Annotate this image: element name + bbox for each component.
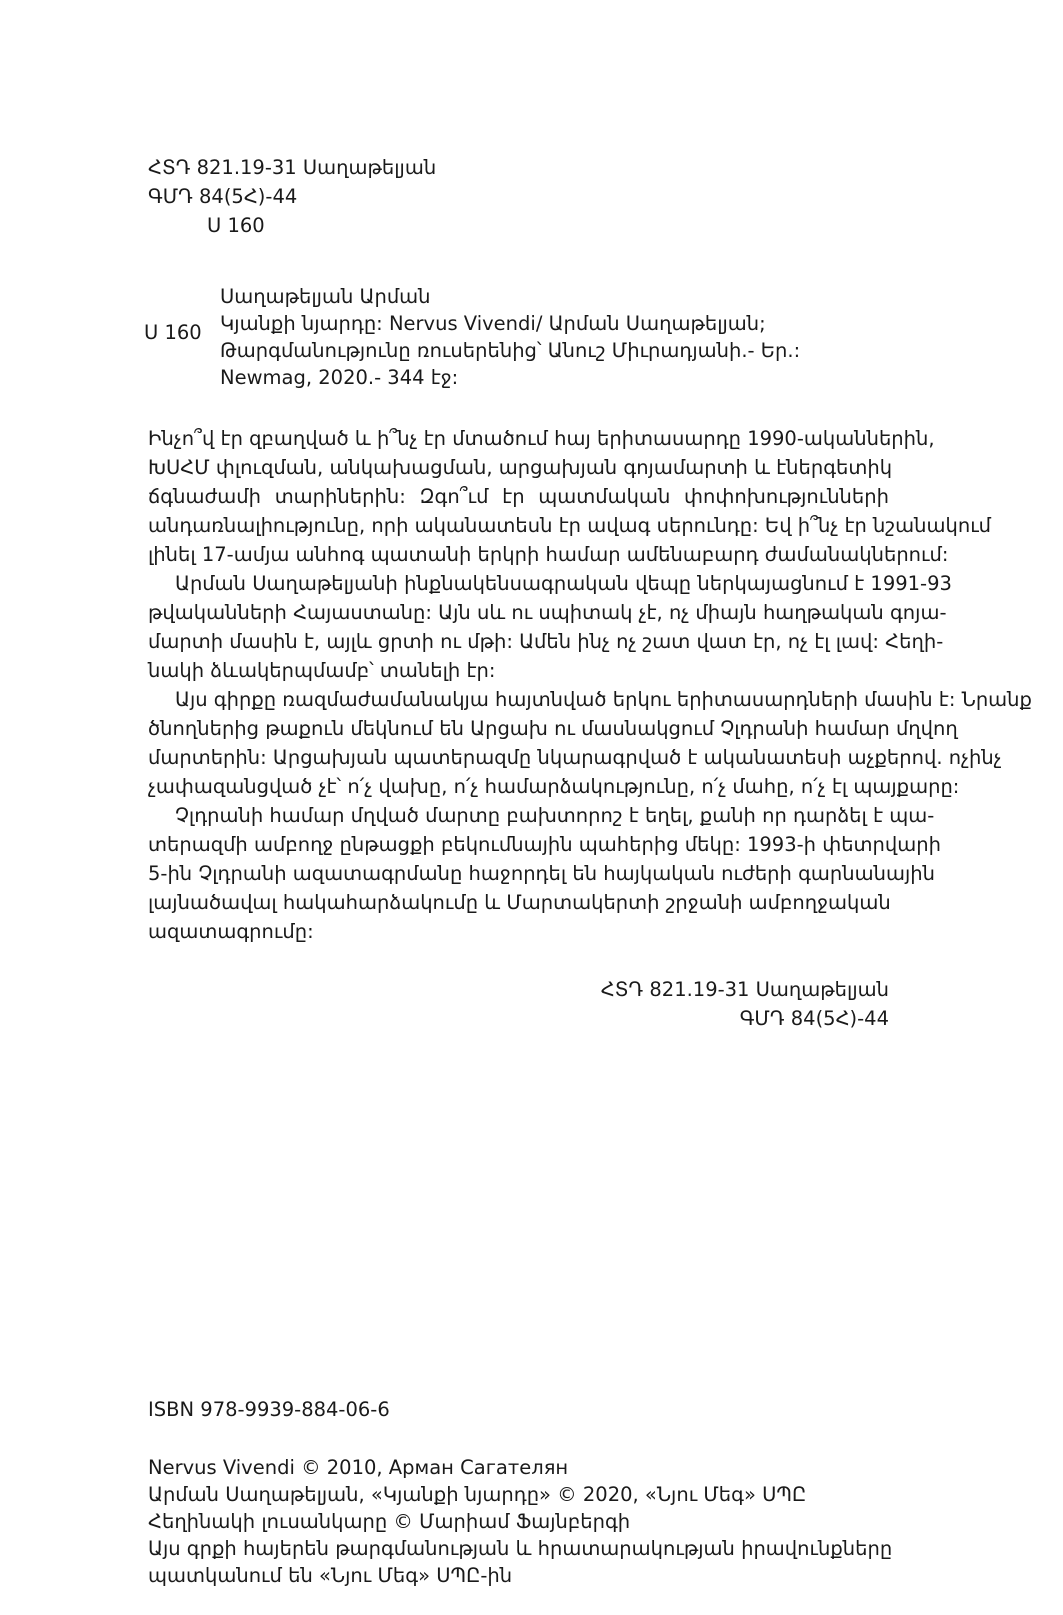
catalog-line: Սաղաթելյան Արման (220, 285, 431, 308)
abstract-line: Չլդրանի համար մղված մարտը բախտորոշ է եղել, քանի որ դարձել է պա- (175, 804, 935, 827)
abstract-line: մարտերին: Արցախյան պատերազմը նկարագրված է ականատեսի աչքերով. ոչինչ (148, 746, 1002, 769)
abstract-line: 5-ին Չլդրանի ազատագրմանը հաջորդել են հայկական ուժերի գարնանային (148, 862, 935, 885)
abstract-line: ծնողներից թաքուն մեկնում են Արցախ ու մասնակցում Չլդրանի համար մղվող (148, 717, 958, 740)
bbk-classification-right: ԳՄԴ 84(5Հ)-44 (739, 1007, 889, 1030)
isbn: ISBN 978-9939-884-06-6 (148, 1398, 390, 1421)
abstract-line: լինել 17-ամյա անհոգ պատանի երկրի համար ամենաբարդ ժամանակներում: (148, 543, 949, 566)
abstract-line: թվականների Հայաստանը: Այն սև ու սպիտակ չէ, ոչ միայն հաղթական գոյա- (148, 601, 947, 624)
catalog-line: Կյանքի նյարդը: Nervus Vivendi/ Արման Սաղաթելյան; (220, 312, 766, 335)
abstract-line: չափազանցված չէ՝ ո՛չ վախը, ո՛չ համարձակությունը, ո՛չ մահը, ո՛չ էլ պայքարը: (148, 775, 960, 798)
catalog-line: Newmag, 2020.- 344 էջ: (220, 366, 459, 389)
abstract-line: Արման Սաղաթելյանի ինքնակենսագրական վեպը ներկայացնում է 1991-93 (175, 572, 952, 595)
abstract-line: նակի ձևակերպմամբ՝ տանելի էր: (148, 659, 496, 682)
copyright-line: Արման Սաղաթելյան, «Կյանքի նյարդը» © 2020, «Նյու Մեգ» ՍՊԸ (148, 1483, 807, 1506)
catalog-line: Թարգմանությունը ռուսերենից՝ Անուշ Միւրադյանի.- Եր.: (220, 339, 801, 362)
abstract-line: Ինչո՞վ էր զբաղված և ի՞նչ էր մտածում հայ երիտասարդը 1990-ականներին, (148, 427, 935, 450)
copyright-line: Nervus Vivendi © 2010, Арман Сагателян (148, 1456, 569, 1479)
copyright-line: Հեղինակի լուսանկարը © Մարիամ Ֆայնբերգի (148, 1510, 631, 1533)
abstract-line: անդառնալիությունը, որի ականատեսն էր ավագ սերունդը: Եվ ի՞նչ էր նշանակում (148, 514, 992, 537)
bbk-classification: ԳՄԴ 84(5Հ)-44 (148, 185, 298, 208)
author-mark: Ս 160 (207, 214, 265, 237)
abstract-line: ԽՍՀՄ փլուզման, անկախացման, արցախյան գոյամարտի և էներգետիկ (148, 456, 893, 479)
copyright-line: Այս գրքի հայերեն թարգմանության և հրատարակության իրավունքները (148, 1537, 893, 1560)
abstract-line: մարտի մասին է, այլև ցրտի ու մթի: Ամեն ինչ ոչ շատ վատ էր, ոչ էլ լավ: Հեղի- (148, 630, 944, 653)
udc-classification: ՀՏԴ 821.19-31 Սաղաթելյան (148, 156, 437, 179)
abstract-line: ճգնաժամի տարիներին: Զգո՞ւմ էր պատմական փոփոխությունների (148, 485, 889, 508)
catalog-author-mark: Ս 160 (144, 321, 202, 344)
udc-classification-right: ՀՏԴ 821.19-31 Սաղաթելյան (600, 978, 889, 1001)
abstract-line: լայնածավալ հակահարձակումը և Մարտակերտի շրջանի ամբողջական (148, 891, 891, 914)
abstract-line: տերազմի ամբողջ ընթացքի բեկումնային պահերից մեկը: 1993-ի փետրվարի (148, 833, 941, 856)
copyright-line: պատկանում են «Նյու Մեգ» ՍՊԸ-ին (148, 1564, 513, 1587)
abstract-line: ազատագրումը: (148, 920, 314, 943)
abstract-line: Այս գիրքը ռազմաժամանակյա հայտնված երկու երիտասարդների մասին է: Նրանք (175, 688, 1032, 711)
